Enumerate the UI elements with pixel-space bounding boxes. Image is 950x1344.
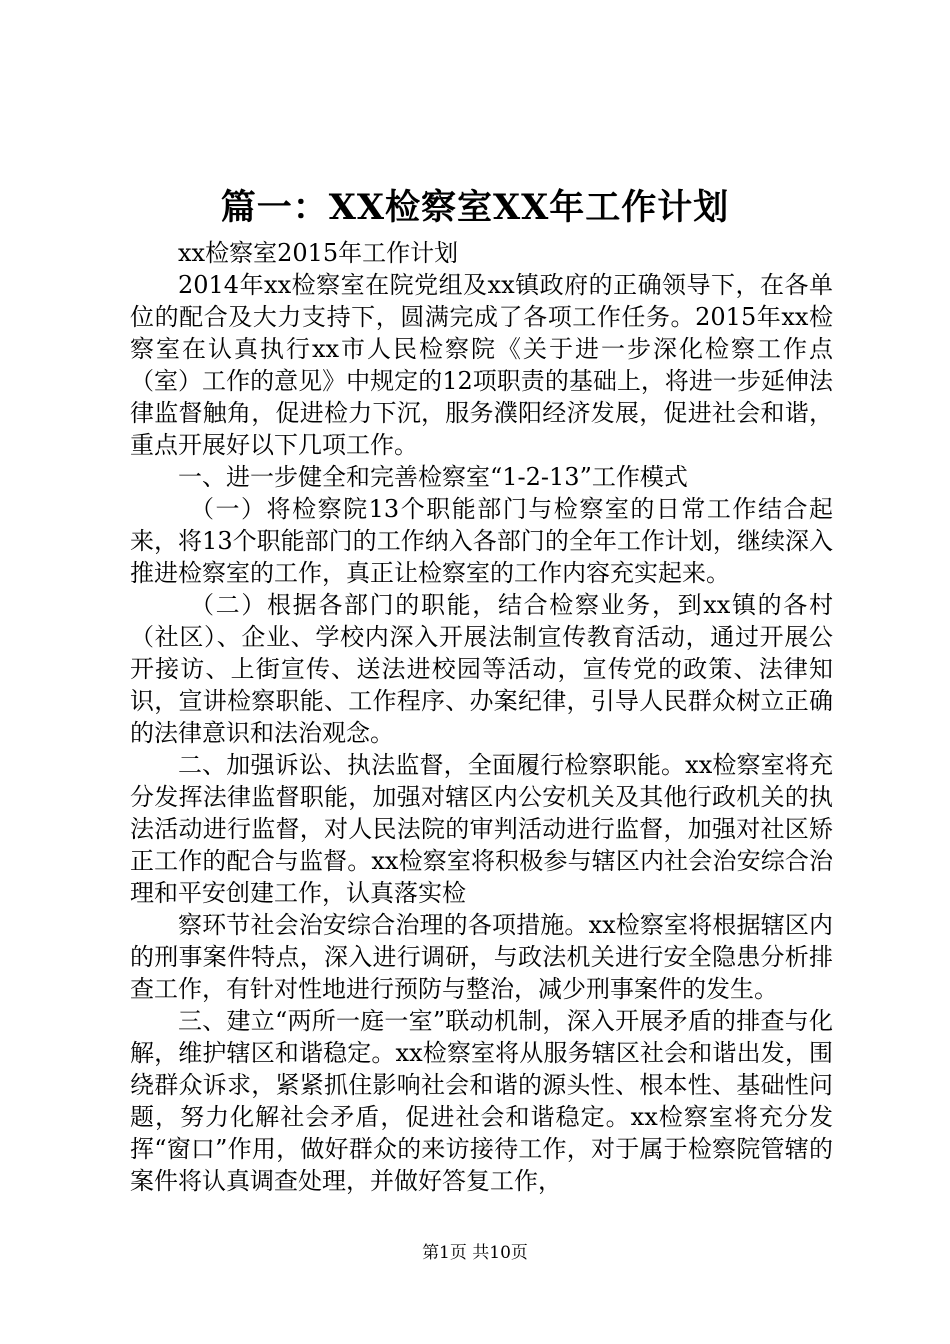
paragraph-intro: 2014年xx检察室在院党组及xx镇政府的正确领导下，在各单位的配合及大力支持下，圆满完成了各项工作任务。2015年xx检察室在认真执行xx市人民检察院《关于进一步深化检察工作点（室）工作的意见》中规定的12项职责的基础上，将进一步延伸法律监督触角，促进检力下沉，服务濮阳经济发展，促进社会和谐，重点开展好以下几项工作。 xyxy=(130,271,833,459)
paragraph-section-1-heading: 一、进一步健全和完善检察室“1-2-13”工作模式 xyxy=(178,463,688,491)
document-body xyxy=(130,237,833,1197)
page-number-footer: 第1页 共10页 xyxy=(422,1243,528,1263)
paragraph-subtitle: xx检察室2015年工作计划 xyxy=(178,239,459,267)
paragraph-section-1-item-1: （一）将检察院13个职能部门与检察室的日常工作结合起来，将13个职能部门的工作纳入各部门的全年工作计划，继续深入推进检察室的工作，真正让检察室的工作内容充实起来。 xyxy=(130,495,833,587)
paragraph-section-2-continued: 察环节社会治安综合治理的各项措施。xx检察室将根据辖区内的刑事案件特点，深入进行调研，与政法机关进行安全隐患分析排查工作，有针对性地进行预防与整治，减少刑事案件的发生。 xyxy=(130,911,833,1003)
paragraph-section-3: 三、建立“两所一庭一室”联动机制，深入开展矛盾的排查与化解，维护辖区和谐稳定。xx检察室将从服务辖区社会和谐出发，围绕群众诉求，紧紧抓住影响社会和谐的源头性、根本性、基础性问题，努力化解社会矛盾，促进社会和谐稳定。xx检察室将充分发挥“窗口”作用，做好群众的来访接待工作，对于属于检察院管辖的案件将认真调查处理，并做好答复工作， xyxy=(130,1007,833,1195)
paragraph-section-1-item-2: （二）根据各部门的职能，结合检察业务，到xx镇的各村（社区）、企业、学校内深入开展法制宣传教育活动，通过开展公开接访、上街宣传、送法进校园等活动，宣传党的政策、法律知识，宣讲检察职能、工作程序、办案纪律，引导人民群众树立正确的法律意识和法治观念。 xyxy=(130,591,833,747)
paragraph-section-2: 二、加强诉讼、执法监督，全面履行检察职能。xx检察室将充分发挥法律监督职能，加强对辖区内公安机关及其他行政机关的执法活动进行监督，对人民法院的审判活动进行监督，加强对社区矫正工作的配合与监督。xx检察室将积极参与辖区内社会治安综合治理和平安创建工作，认真落实检 xyxy=(130,751,833,907)
document-title: 篇一：XX检察室XX年工作计划 xyxy=(220,187,730,228)
